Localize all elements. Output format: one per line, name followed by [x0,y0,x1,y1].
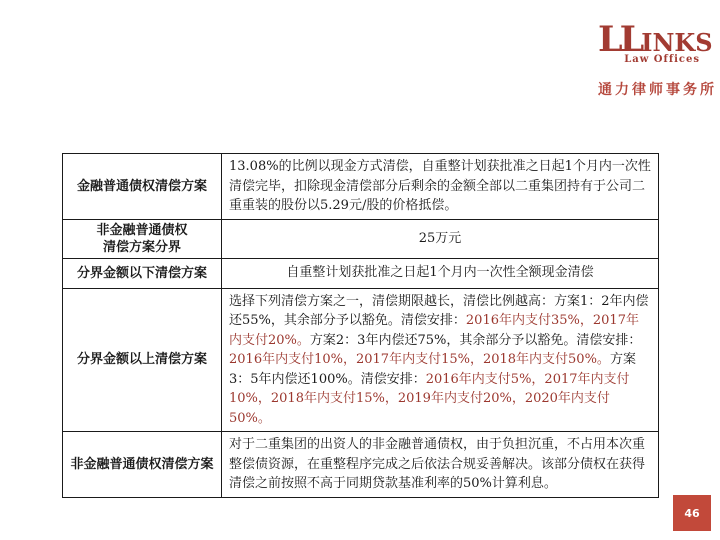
text-segment: 13.08%的比例以现金方式清偿，自重整计划获批准之日起1个月内一次性清偿完毕，扣除现金清偿部分后剩余的金额全部以二重集团持有于公司二重重装的股份以5.29元/股的价格抵偿。 [229,159,651,213]
logo-inks-letters: INKS [641,28,713,57]
row-content [222,288,659,432]
red-text-segment: 2016年内支付35%，2017年内支付20%。 [229,313,639,348]
table-row [63,219,659,258]
row-label: 非金融普通债权 清偿方案分界 [63,219,222,258]
red-text-segment: 2016年内支付10%，2017年内支付15%，2018年内支付50%。 [229,352,610,367]
text-segment: 选择下列清偿方案之一，清偿期限越长，清偿比例越高：方案1：2年内偿还55%，其余部分予以豁免。清偿安排： [229,293,649,328]
logo-law-offices-text: Law Offices [624,54,700,65]
llinks-logo [598,19,717,99]
row-label: 金融普通债权清偿方案 [63,154,222,220]
red-text-segment: 2016年内支付5%，2017年内支付10%，2018年内支付15%，2019年内支付20%，2020年内支付50%。 [229,371,630,426]
logo-chinese-name: 通力律师事务所 [598,82,717,98]
row-content [222,219,659,258]
claims-table [62,153,659,498]
row-content [222,154,659,220]
page-number: 46 [684,506,700,520]
row-label: 分界金额以上清偿方案 [63,288,222,432]
logo-ll-letters: LL [598,19,642,60]
text-segment: 自重整计划获批准之日起1个月内一次性全额现金清偿 [286,265,594,281]
text-segment: 25万元 [418,230,462,246]
row-content [222,432,659,498]
text-segment: 方案3：5年内偿还100%。清偿安排： [229,352,636,387]
table-row [63,432,659,498]
text-segment: 对于二重集团的出资人的非金融普通债权，由于负担沉重，不占用本次重整偿债资源，在重整程序完成之后依法合规妥善解决。该部分债权在获得清偿之前按照不高于同期贷款基准利率的50%计算利息。 [229,437,646,491]
text-segment: 方案2：3年内偿还75%，其余部分予以豁免。清偿安排： [309,332,642,348]
row-label: 分界金额以下清偿方案 [63,258,222,288]
claims-table-body [63,154,659,498]
table-row [63,258,659,288]
page-number-badge [673,495,711,531]
table-row [63,288,659,432]
row-content [222,258,659,288]
row-label: 非金融普通债权清偿方案 [63,432,222,498]
table-row [63,154,659,220]
